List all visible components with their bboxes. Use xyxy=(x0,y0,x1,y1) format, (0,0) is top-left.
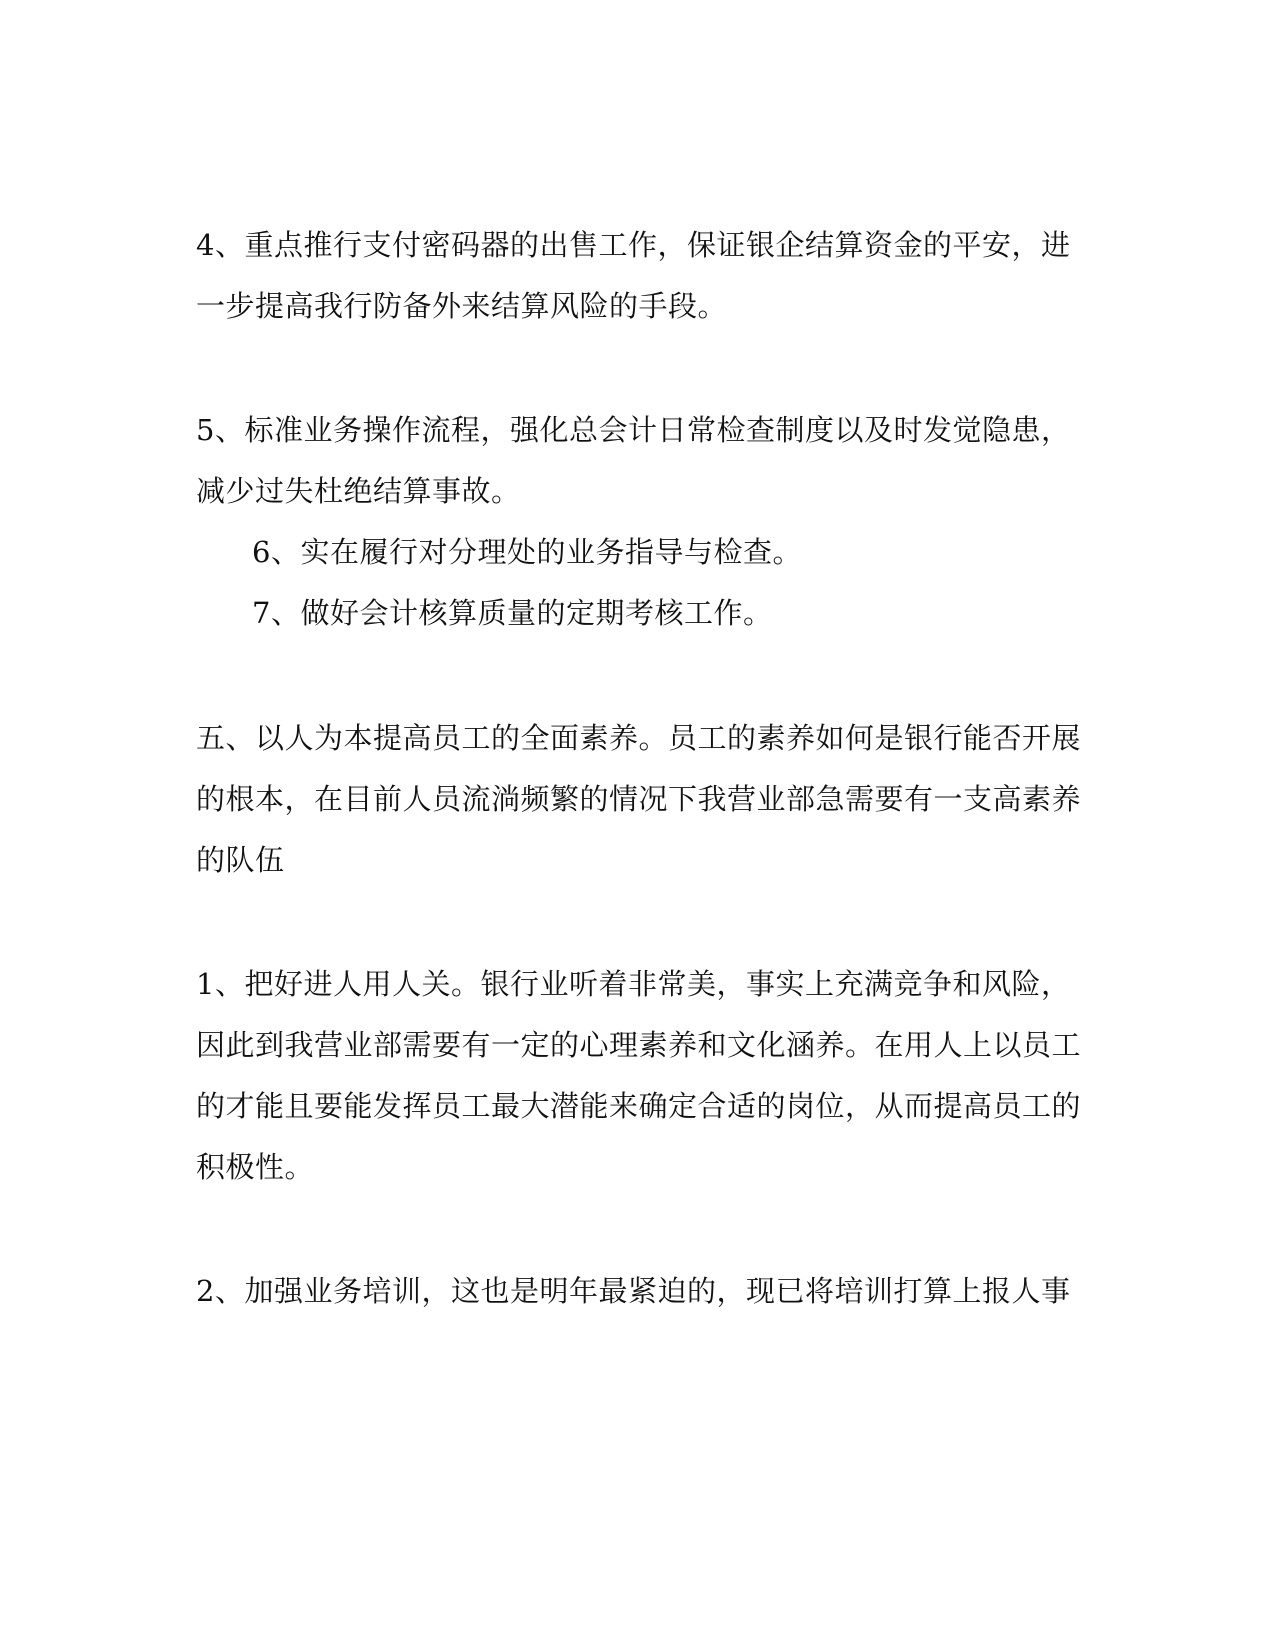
section-five-item-1-line-2: 因此到我营业部需要有一定的心理素养和文化涵养。在用人上以员工 xyxy=(196,1028,1082,1062)
section-five-item-1-line-4: 积极性。 xyxy=(196,1150,315,1184)
section-five-line-2: 的根本，在目前人员流淌频繁的情况下我营业部急需要有一支高素养 xyxy=(196,782,1082,816)
section-five-line-1: 五、以人为本提高员工的全面素养。员工的素养如何是银行能否开展 xyxy=(196,721,1082,755)
paragraph-5-line-2: 减少过失杜绝结算事故。 xyxy=(196,474,521,508)
section-five-item-1-line-1: 1、把好进人用人关。银行业听着非常美，事实上充满竞争和风险， xyxy=(196,967,1071,1001)
paragraph-6: 6、实在履行对分理处的业务指导与检查。 xyxy=(252,535,802,569)
paragraph-5-line-1: 5、标准业务操作流程，强化总会计日常检查制度以及时发觉隐患， xyxy=(196,413,1071,447)
paragraph-7: 7、做好会计核算质量的定期考核工作。 xyxy=(252,596,773,630)
section-five-item-2-line-1: 2、加强业务培训，这也是明年最紧迫的，现已将培训打算上报人事 xyxy=(196,1274,1071,1308)
paragraph-4-line-2: 一步提高我行防备外来结算风险的手段。 xyxy=(196,289,728,323)
paragraph-4-line-1: 4、重点推行支付密码器的出售工作，保证银企结算资金的平安，进 xyxy=(196,228,1071,262)
section-five-line-3: 的队伍 xyxy=(196,843,285,877)
section-five-item-1-line-3: 的才能且要能发挥员工最大潜能来确定合适的岗位，从而提高员工的 xyxy=(196,1089,1082,1123)
